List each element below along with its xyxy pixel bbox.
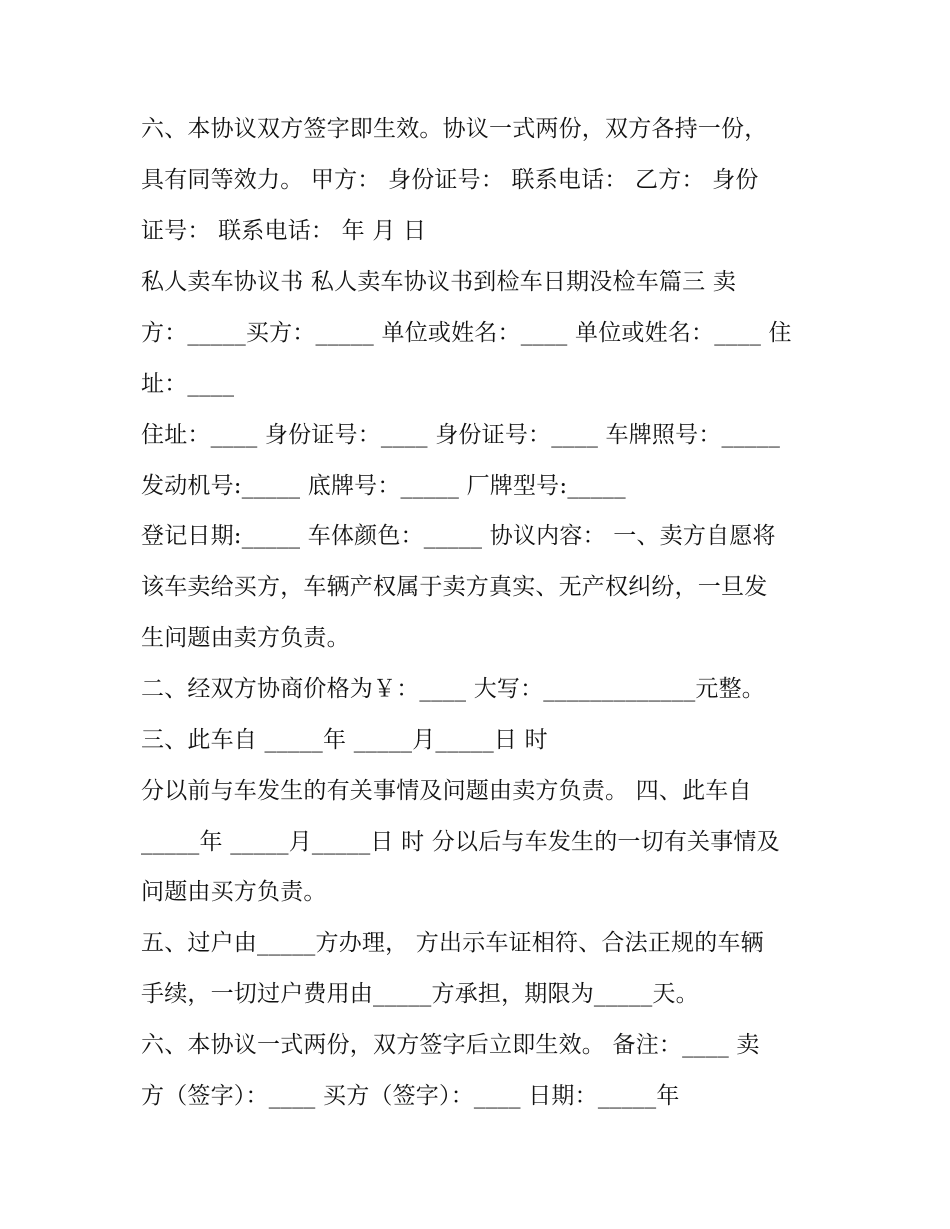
text-line-19: 六、本协议一式两份，双方签字后立即生效。 备注：____ 卖	[141, 1032, 760, 1058]
text-line-8: 发动机号:_____ 底牌号：_____ 厂牌型号:_____	[141, 473, 626, 499]
text-line-9: 登记日期:_____ 车体颜色：_____ 协议内容： 一、卖方自愿将	[141, 523, 776, 549]
text-line-5: 方：_____买方：_____ 单位或姓名：____ 单位或姓名：____ 住	[141, 320, 792, 346]
text-line-14: 分以前与车发生的有关事情及问题由卖方负责。 四、此车自	[141, 778, 752, 804]
text-line-20: 方（签字）：____ 买方（签字）：____ 日期：_____年	[141, 1083, 680, 1109]
text-line-10: 该车卖给买方，车辆产权属于卖方真实、无产权纠纷，一旦发	[141, 574, 768, 600]
text-line-4: 私人卖车协议书 私人卖车协议书到检车日期没检车篇三 卖	[141, 269, 737, 295]
text-line-6: 址：____	[141, 371, 235, 397]
text-line-7: 住址：____ 身份证号：____ 身份证号：____ 车牌照号：_____	[141, 422, 781, 448]
text-line-3: 证号： 联系电话： 年 月 日	[141, 218, 427, 244]
text-line-17: 五、过户由_____方办理， 方出示车证相符、合法正规的车辆	[141, 930, 764, 956]
text-line-11: 生问题由卖方负责。	[141, 625, 350, 651]
text-line-12: 二、经双方协商价格为￥：____ 大写：_____________元整。	[141, 676, 766, 702]
text-line-2: 具有同等效力。 甲方： 身份证号： 联系电话： 乙方： 身份	[141, 167, 759, 193]
text-line-16: 问题由买方负责。	[141, 879, 327, 905]
text-line-13: 三、此车自 _____年 _____月_____日 时	[141, 727, 548, 753]
text-line-15: _____年 _____月_____日 时 分以后与车发生的一切有关事情及	[141, 829, 780, 855]
text-line-18: 手续，一切过户费用由_____方承担，期限为_____天。	[141, 981, 699, 1007]
text-line-1: 六、本协议双方签字即生效。协议一式两份，双方各持一份，	[141, 116, 768, 142]
